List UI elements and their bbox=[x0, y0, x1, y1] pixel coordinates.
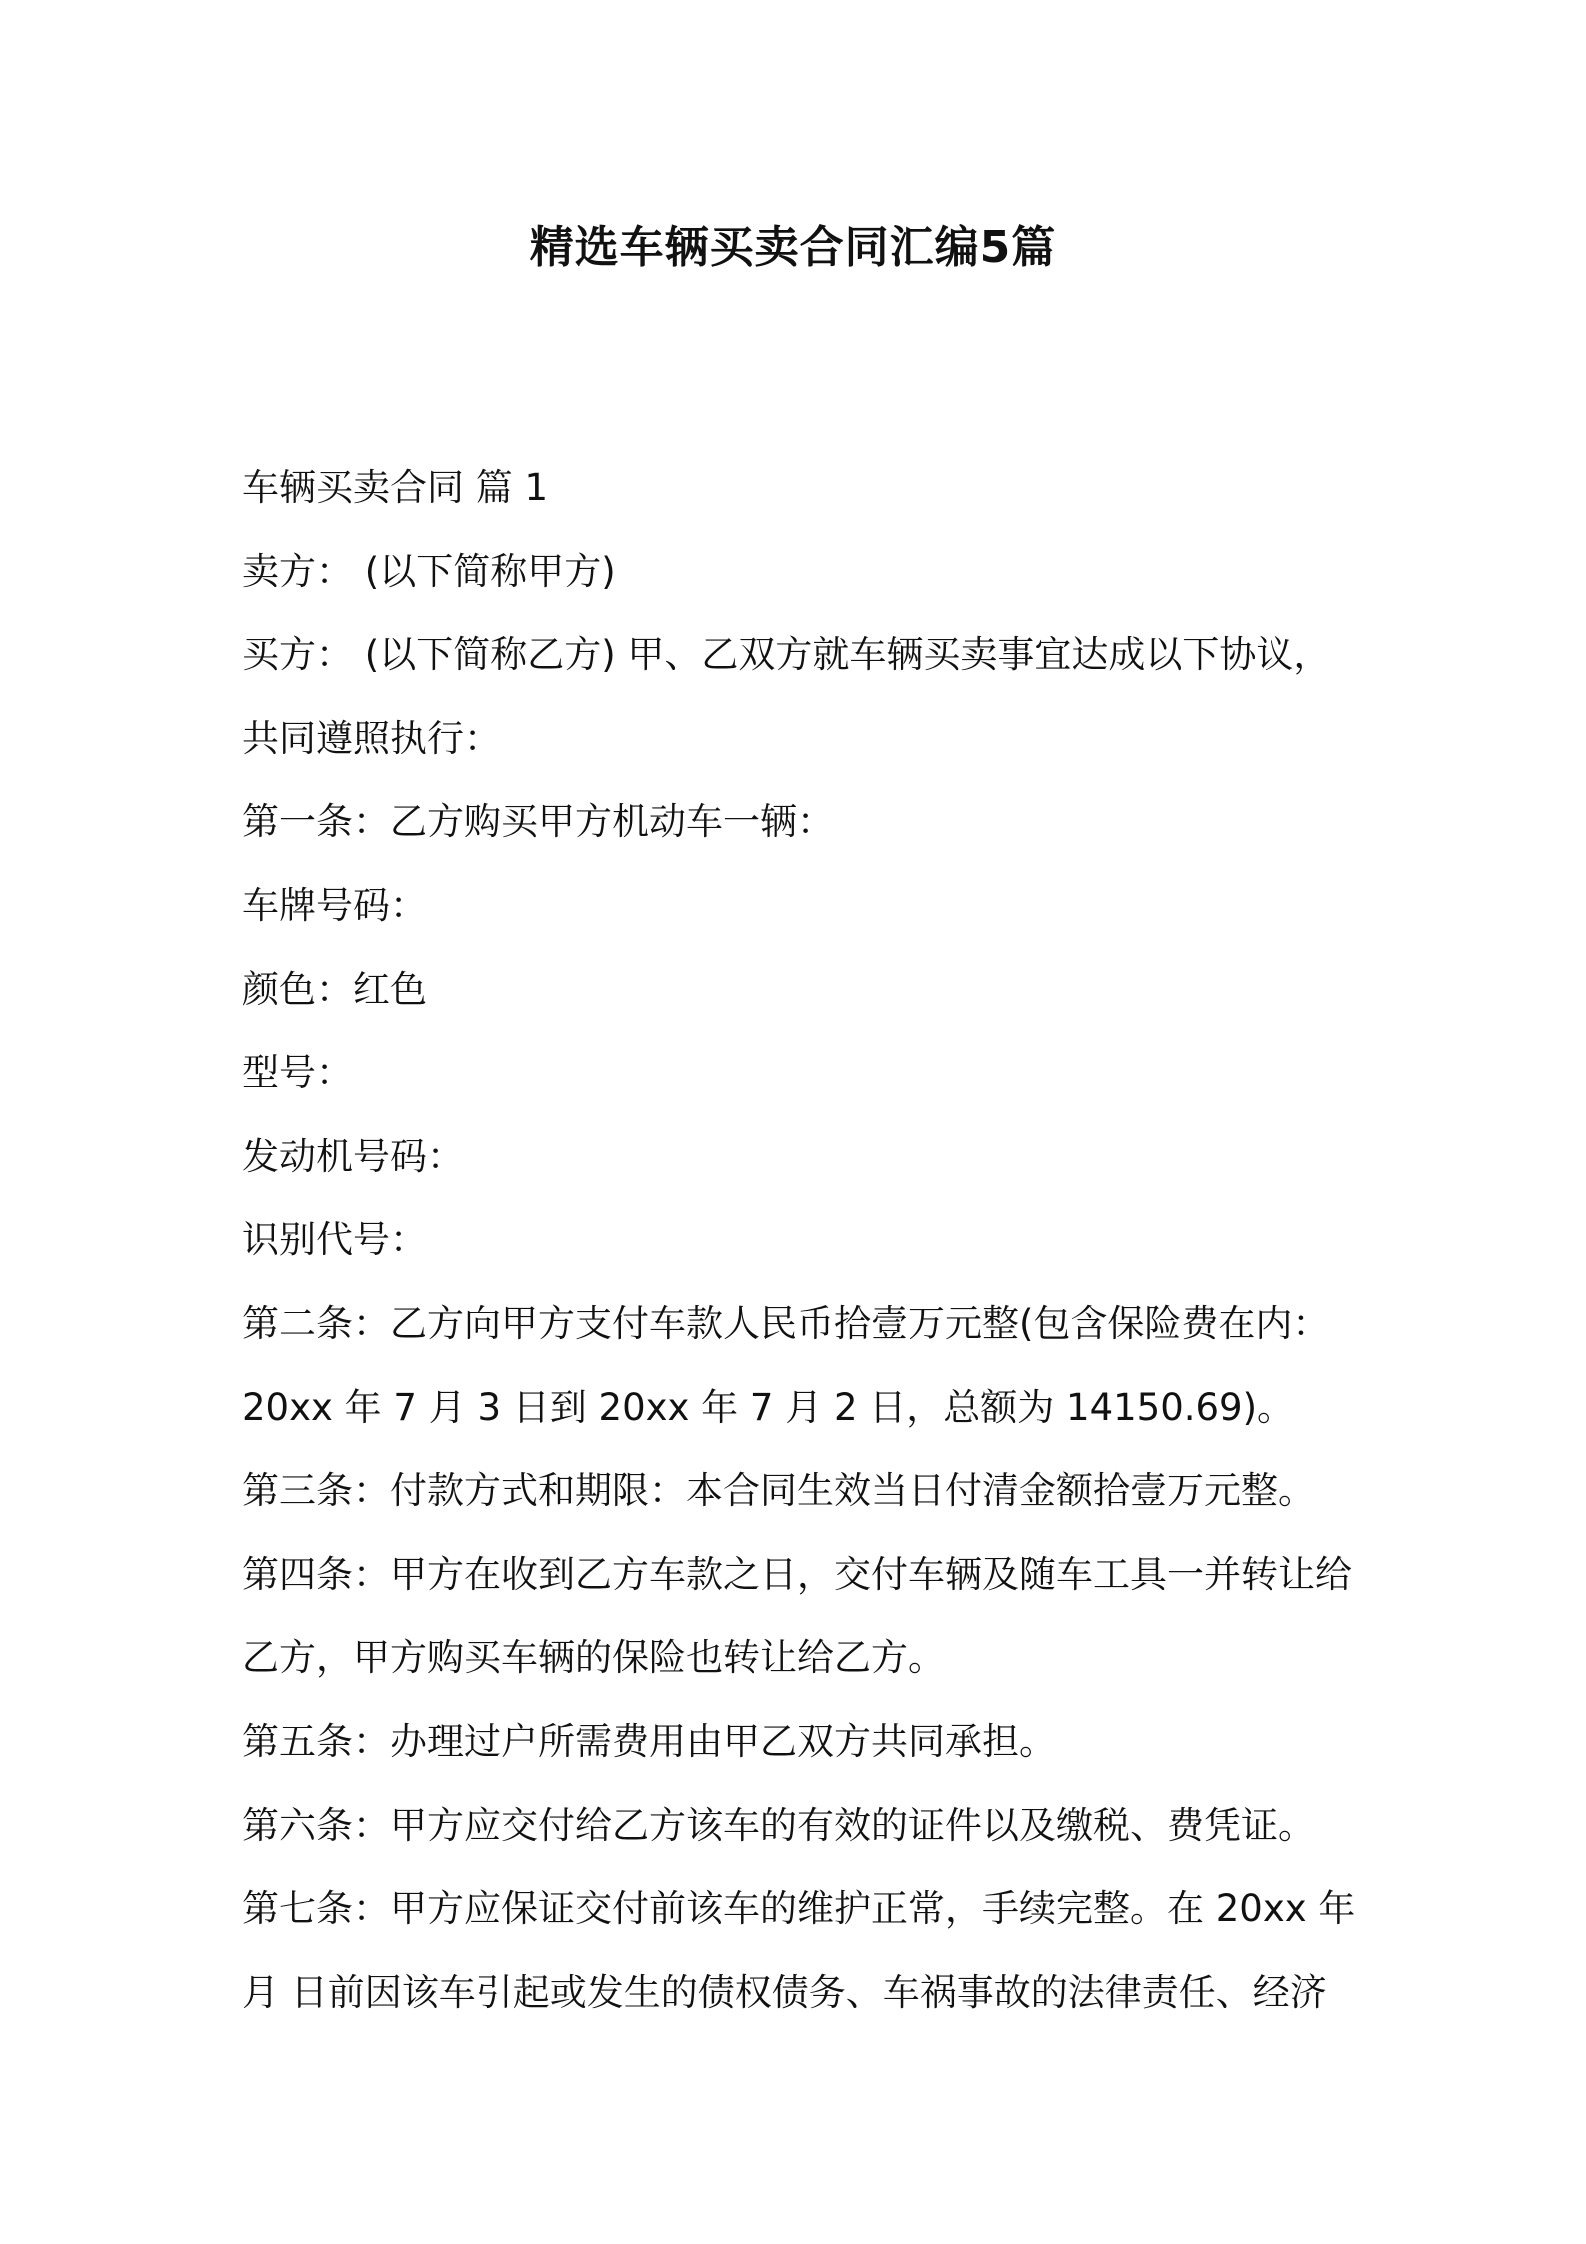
document-title: 精选车辆买卖合同汇编5篇 bbox=[529, 222, 1057, 273]
identification-code-field: 识别代号： bbox=[242, 1218, 427, 1262]
article-5: 第五条：办理过户所需费用由甲乙双方共同承担。 bbox=[242, 1719, 1056, 1763]
article-2-continued: 20xx 年 7 月 3 日到 20xx 年 7 月 2 日，总额为 14150.69)。 bbox=[242, 1385, 1295, 1429]
article-4: 第四条：甲方在收到乙方车款之日，交付车辆及随车工具一并转让给 bbox=[242, 1552, 1352, 1596]
model-field: 型号： bbox=[242, 1051, 353, 1095]
article-2: 第二条：乙方向甲方支付车款人民币拾壹万元整(包含保险费在内： bbox=[242, 1301, 1330, 1345]
article-6: 第六条：甲方应交付给乙方该车的有效的证件以及缴税、费凭证。 bbox=[242, 1803, 1315, 1847]
color-field: 颜色：红色 bbox=[242, 967, 427, 1011]
article-7-continued: 月 日前因该车引起或发生的债权债务、车祸事故的法律责任、经济 bbox=[242, 1970, 1327, 2014]
article-1: 第一条：乙方购买甲方机动车一辆： bbox=[242, 800, 834, 844]
agreement-line: 共同遵照执行： bbox=[242, 716, 501, 760]
plate-number-field: 车牌号码： bbox=[242, 883, 427, 927]
seller-line: 卖方： (以下简称甲方) bbox=[242, 549, 616, 593]
article-4-continued: 乙方，甲方购买车辆的保险也转让给乙方。 bbox=[242, 1636, 945, 1680]
section-heading: 车辆买卖合同 篇 1 bbox=[242, 466, 549, 509]
document-body bbox=[242, 446, 1362, 2034]
article-3: 第三条：付款方式和期限：本合同生效当日付清金额拾壹万元整。 bbox=[242, 1469, 1315, 1513]
engine-number-field: 发动机号码： bbox=[242, 1134, 464, 1178]
buyer-line: 买方： (以下简称乙方) 甲、乙双方就车辆买卖事宜达成以下协议， bbox=[242, 633, 1331, 677]
article-7: 第七条：甲方应保证交付前该车的维护正常，手续完整。在 20xx 年 bbox=[242, 1887, 1356, 1931]
